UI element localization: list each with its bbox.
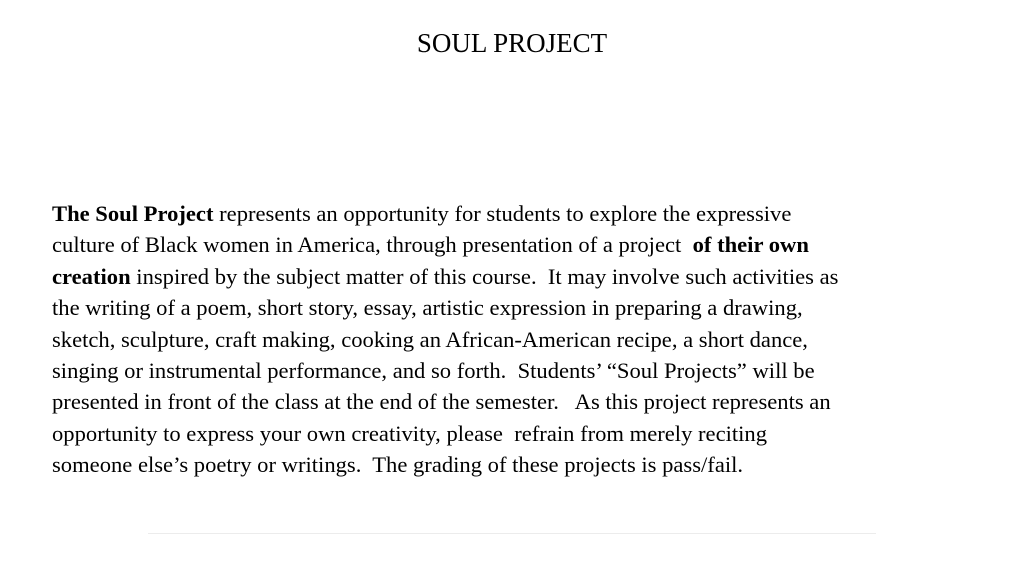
paragraph-text: culture of Black women in America, through presentation of a project — [52, 232, 693, 258]
emphasis-of-their-own: of their own — [692, 232, 809, 258]
paragraph-line: opportunity to express your own creativity, please refrain from merely reciting — [52, 420, 768, 446]
emphasis-soul-project: The Soul Project — [52, 201, 214, 226]
emphasis-creation: creation — [52, 263, 131, 289]
paragraph-line — [52, 198, 982, 229]
paragraph-line: singing or instrumental performance, and so forth. Students’ “Soul Projects” will be — [52, 358, 815, 384]
paragraph-text: inspired by the subject matter of this course. It may involve such activities as — [130, 263, 839, 289]
body-paragraph — [52, 198, 982, 481]
paragraph-line: someone else’s poetry or writings. The grading of these projects is pass/fail. — [52, 452, 744, 478]
paragraph-text: represents an opportunity for students to explore the expressive — [213, 201, 792, 226]
paragraph-line: presented in front of the class at the end of the semester. As this project represents an — [52, 389, 831, 415]
paragraph-line: the writing of a poem, short story, essay, artistic expression in preparing a drawing, — [52, 295, 803, 321]
footer-divider — [148, 533, 876, 534]
paragraph-line — [52, 229, 982, 260]
slide-title: SOUL PROJECT — [416, 28, 608, 58]
paragraph-line — [52, 261, 982, 292]
paragraph-line: sketch, sculpture, craft making, cooking an African-American recipe, a short dance, — [52, 326, 808, 352]
